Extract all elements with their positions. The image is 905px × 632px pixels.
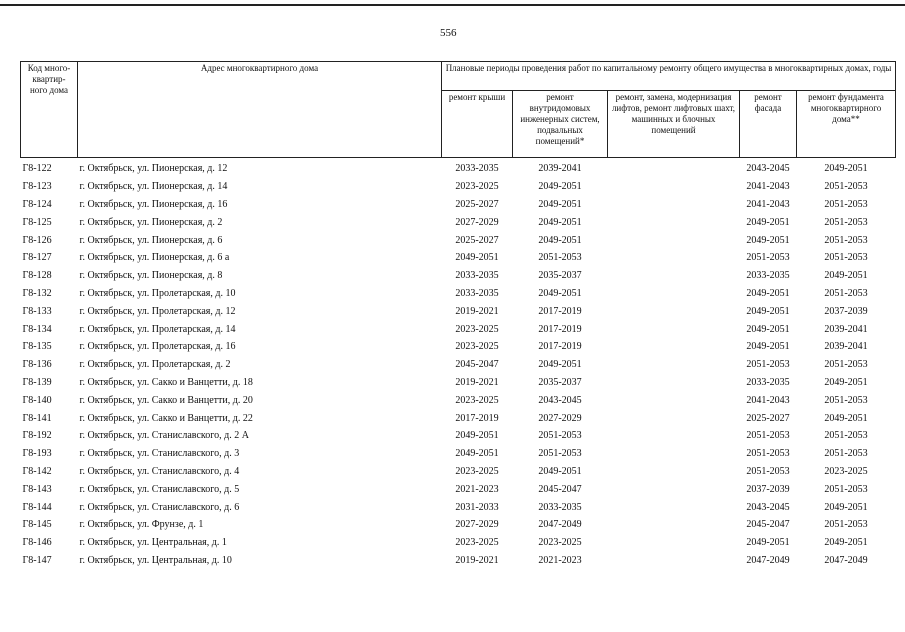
cell-roof: 2023-2025 [455,537,499,549]
cell-foundation: 2051-2053 [824,287,868,299]
cell-systems: 2051-2053 [538,430,582,442]
cell-code: Г8-128 [22,270,52,282]
cell-facade: 2025-2027 [746,412,790,424]
cell-address: г. Октябрьск, ул. Сакко и Ванцетти, д. 20 [79,394,253,406]
cell-facade: 2049-2051 [746,305,790,317]
cell-foundation: 2051-2053 [824,252,868,264]
cell-facade: 2043-2045 [746,501,790,513]
cell-foundation: 2051-2053 [824,198,868,210]
cell-roof: 2019-2021 [455,305,499,317]
cell-foundation: 2049-2051 [824,501,868,513]
table-row [21,356,896,374]
cell-roof: 2033-2035 [455,270,499,282]
cell-facade: 2037-2039 [746,483,790,495]
cell-facade: 2033-2035 [746,376,790,388]
table-row [21,534,896,552]
cell-address: г. Октябрьск, ул. Станиславского, д. 3 [79,448,240,460]
table-row [21,249,896,267]
cell-systems: 2049-2051 [538,359,582,371]
cell-roof: 2023-2025 [455,323,499,335]
cell-address: г. Октябрьск, ул. Пролетарская, д. 2 [79,359,231,371]
cell-address: г. Октябрьск, ул. Сакко и Ванцетти, д. 18 [79,376,253,388]
cell-lifts [608,427,740,445]
cell-facade: 2051-2053 [746,430,790,442]
cell-lifts [608,338,740,356]
cell-code: Г8-122 [22,163,52,175]
cell-address: г. Октябрьск, ул. Пионерская, д. 6 а [79,252,230,264]
cell-lifts [608,391,740,409]
cell-roof: 2033-2035 [455,287,499,299]
cell-facade: 2045-2047 [746,519,790,531]
cell-address: г. Октябрьск, ул. Станиславского, д. 4 [79,465,240,477]
cell-code: Г8-134 [22,323,52,335]
capital-repair-table [20,61,896,569]
cell-lifts [608,231,740,249]
cell-roof: 2019-2021 [455,376,499,388]
cell-systems: 2049-2051 [538,181,582,193]
cell-systems: 2035-2037 [538,270,582,282]
header-address: Адрес многоквартирного дома [78,62,442,158]
cell-code: Г8-192 [22,430,52,442]
cell-facade: 2049-2051 [746,216,790,228]
table-header [21,62,896,158]
cell-code: Г8-193 [22,448,52,460]
cell-systems: 2035-2037 [538,376,582,388]
cell-code: Г8-126 [22,234,52,246]
cell-systems: 2017-2019 [538,323,582,335]
table-row [21,285,896,303]
cell-address: г. Октябрьск, ул. Центральная, д. 10 [79,554,232,566]
cell-address: г. Октябрьск, ул. Станиславского, д. 5 [79,483,240,495]
cell-foundation: 2051-2053 [824,448,868,460]
cell-foundation: 2049-2051 [824,412,868,424]
cell-lifts [608,178,740,196]
cell-roof: 2027-2029 [455,216,499,228]
cell-facade: 2047-2049 [746,554,790,566]
header-foundation: ремонт фундамента многоквартирного дома** [797,91,896,158]
cell-foundation: 2051-2053 [824,359,868,371]
cell-foundation: 2037-2039 [824,305,868,317]
cell-address: г. Октябрьск, ул. Пионерская, д. 16 [79,198,228,210]
table-row [21,320,896,338]
cell-facade: 2051-2053 [746,359,790,371]
cell-roof: 2025-2027 [455,198,499,210]
cell-facade: 2049-2051 [746,287,790,299]
cell-foundation: 2051-2053 [824,430,868,442]
cell-roof: 2049-2051 [455,252,499,264]
table-row [21,409,896,427]
cell-systems: 2039-2041 [538,163,582,175]
header-facade: ремонт фасада [740,91,797,158]
header-plan-periods: Плановые периоды проведения работ по капитальному ремонту общего имущества в многоквартирных домах, годы [442,62,896,91]
table-row [21,427,896,445]
cell-address: г. Октябрьск, ул. Пионерская, д. 6 [79,234,223,246]
cell-lifts [608,267,740,285]
cell-systems: 2049-2051 [538,465,582,477]
cell-lifts [608,552,740,570]
cell-foundation: 2051-2053 [824,216,868,228]
cell-roof: 2033-2035 [455,163,499,175]
cell-lifts [608,409,740,427]
table-row [21,196,896,214]
cell-lifts [608,196,740,214]
table-row [21,516,896,534]
table-body [21,158,896,570]
header-roof: ремонт крыши [442,91,513,158]
cell-address: г. Октябрьск, ул. Пролетарская, д. 16 [79,341,236,353]
cell-systems: 2017-2019 [538,341,582,353]
table-row [21,158,896,178]
table-row [21,267,896,285]
cell-code: Г8-132 [22,287,52,299]
cell-systems: 2017-2019 [538,305,582,317]
cell-roof: 2027-2029 [455,519,499,531]
cell-lifts [608,249,740,267]
cell-foundation: 2049-2051 [824,376,868,388]
header-systems: ремонт внутридомовых инженерных систем, подвальных помещений* [513,91,608,158]
table-row [21,338,896,356]
table-row [21,213,896,231]
cell-roof: 2023-2025 [455,394,499,406]
cell-lifts [608,463,740,481]
cell-systems: 2049-2051 [538,198,582,210]
cell-facade: 2051-2053 [746,448,790,460]
cell-facade: 2041-2043 [746,181,790,193]
cell-foundation: 2051-2053 [824,234,868,246]
cell-code: Г8-123 [22,181,52,193]
cell-lifts [608,516,740,534]
cell-foundation: 2051-2053 [824,483,868,495]
cell-address: г. Октябрьск, ул. Пионерская, д. 14 [79,181,228,193]
cell-systems: 2023-2025 [538,537,582,549]
cell-code: Г8-125 [22,216,52,228]
table-row [21,552,896,570]
cell-facade: 2049-2051 [746,323,790,335]
table-row [21,391,896,409]
page-number: 556 [440,27,457,39]
cell-lifts [608,302,740,320]
table-row [21,445,896,463]
cell-facade: 2041-2043 [746,394,790,406]
cell-code: Г8-135 [22,341,52,353]
cell-roof: 2017-2019 [455,412,499,424]
cell-code: Г8-133 [22,305,52,317]
cell-facade: 2049-2051 [746,234,790,246]
header-code: Код много- квартир- ного дома [21,62,78,158]
cell-lifts [608,356,740,374]
cell-foundation: 2051-2053 [824,394,868,406]
table-row [21,231,896,249]
cell-facade: 2041-2043 [746,198,790,210]
cell-code: Г8-147 [22,554,52,566]
cell-foundation: 2023-2025 [824,465,868,477]
cell-lifts [608,534,740,552]
cell-roof: 2019-2021 [455,554,499,566]
cell-code: Г8-144 [22,501,52,513]
cell-code: Г8-139 [22,376,52,388]
cell-foundation: 2047-2049 [824,554,868,566]
table-row [21,463,896,481]
cell-code: Г8-124 [22,198,52,210]
cell-systems: 2027-2029 [538,412,582,424]
cell-lifts [608,320,740,338]
cell-systems: 2051-2053 [538,448,582,460]
cell-systems: 2043-2045 [538,394,582,406]
cell-facade: 2051-2053 [746,465,790,477]
table-row [21,178,896,196]
cell-foundation: 2049-2051 [824,163,868,175]
table-row [21,302,896,320]
cell-systems: 2033-2035 [538,501,582,513]
cell-foundation: 2039-2041 [824,323,868,335]
cell-foundation: 2049-2051 [824,270,868,282]
cell-systems: 2051-2053 [538,252,582,264]
cell-systems: 2049-2051 [538,287,582,299]
cell-address: г. Октябрьск, ул. Станиславского, д. 6 [79,501,240,513]
cell-code: Г8-140 [22,394,52,406]
cell-code: Г8-146 [22,537,52,549]
cell-foundation: 2051-2053 [824,519,868,531]
cell-systems: 2049-2051 [538,216,582,228]
cell-code: Г8-141 [22,412,52,424]
cell-roof: 2025-2027 [455,234,499,246]
table-row [21,480,896,498]
cell-address: г. Октябрьск, ул. Фрунзе, д. 1 [79,519,204,531]
cell-facade: 2049-2051 [746,537,790,549]
cell-roof: 2045-2047 [455,359,499,371]
cell-roof: 2023-2025 [455,341,499,353]
cell-lifts [608,374,740,392]
table-row [21,374,896,392]
cell-address: г. Октябрьск, ул. Пролетарская, д. 14 [79,323,236,335]
cell-address: г. Октябрьск, ул. Пролетарская, д. 10 [79,287,236,299]
cell-code: Г8-136 [22,359,52,371]
cell-lifts [608,445,740,463]
cell-address: г. Октябрьск, ул. Пролетарская, д. 12 [79,305,236,317]
top-rule [0,4,905,6]
table-row [21,498,896,516]
cell-lifts [608,285,740,303]
cell-facade: 2043-2045 [746,163,790,175]
cell-address: г. Октябрьск, ул. Сакко и Ванцетти, д. 22 [79,412,253,424]
cell-roof: 2023-2025 [455,465,499,477]
cell-systems: 2047-2049 [538,519,582,531]
cell-systems: 2049-2051 [538,234,582,246]
cell-facade: 2051-2053 [746,252,790,264]
cell-foundation: 2049-2051 [824,537,868,549]
header-lifts: ремонт, замена, модернизация лифтов, ремонт лифтовых шахт, машинных и блочных помещений [608,91,740,158]
cell-systems: 2045-2047 [538,483,582,495]
cell-lifts [608,213,740,231]
cell-address: г. Октябрьск, ул. Пионерская, д. 8 [79,270,223,282]
cell-foundation: 2051-2053 [824,181,868,193]
cell-code: Г8-143 [22,483,52,495]
cell-lifts [608,158,740,178]
cell-roof: 2049-2051 [455,430,499,442]
cell-address: г. Октябрьск, ул. Станиславского, д. 2 А [79,430,249,442]
cell-code: Г8-127 [22,252,52,264]
cell-code: Г8-145 [22,519,52,531]
cell-address: г. Октябрьск, ул. Центральная, д. 1 [79,537,227,549]
cell-lifts [608,480,740,498]
cell-roof: 2021-2023 [455,483,499,495]
cell-lifts [608,498,740,516]
cell-facade: 2049-2051 [746,341,790,353]
cell-roof: 2049-2051 [455,448,499,460]
cell-facade: 2033-2035 [746,270,790,282]
cell-address: г. Октябрьск, ул. Пионерская, д. 2 [79,216,223,228]
cell-foundation: 2039-2041 [824,341,868,353]
cell-code: Г8-142 [22,465,52,477]
cell-roof: 2031-2033 [455,501,499,513]
cell-systems: 2021-2023 [538,554,582,566]
cell-roof: 2023-2025 [455,181,499,193]
cell-address: г. Октябрьск, ул. Пионерская, д. 12 [79,163,228,175]
